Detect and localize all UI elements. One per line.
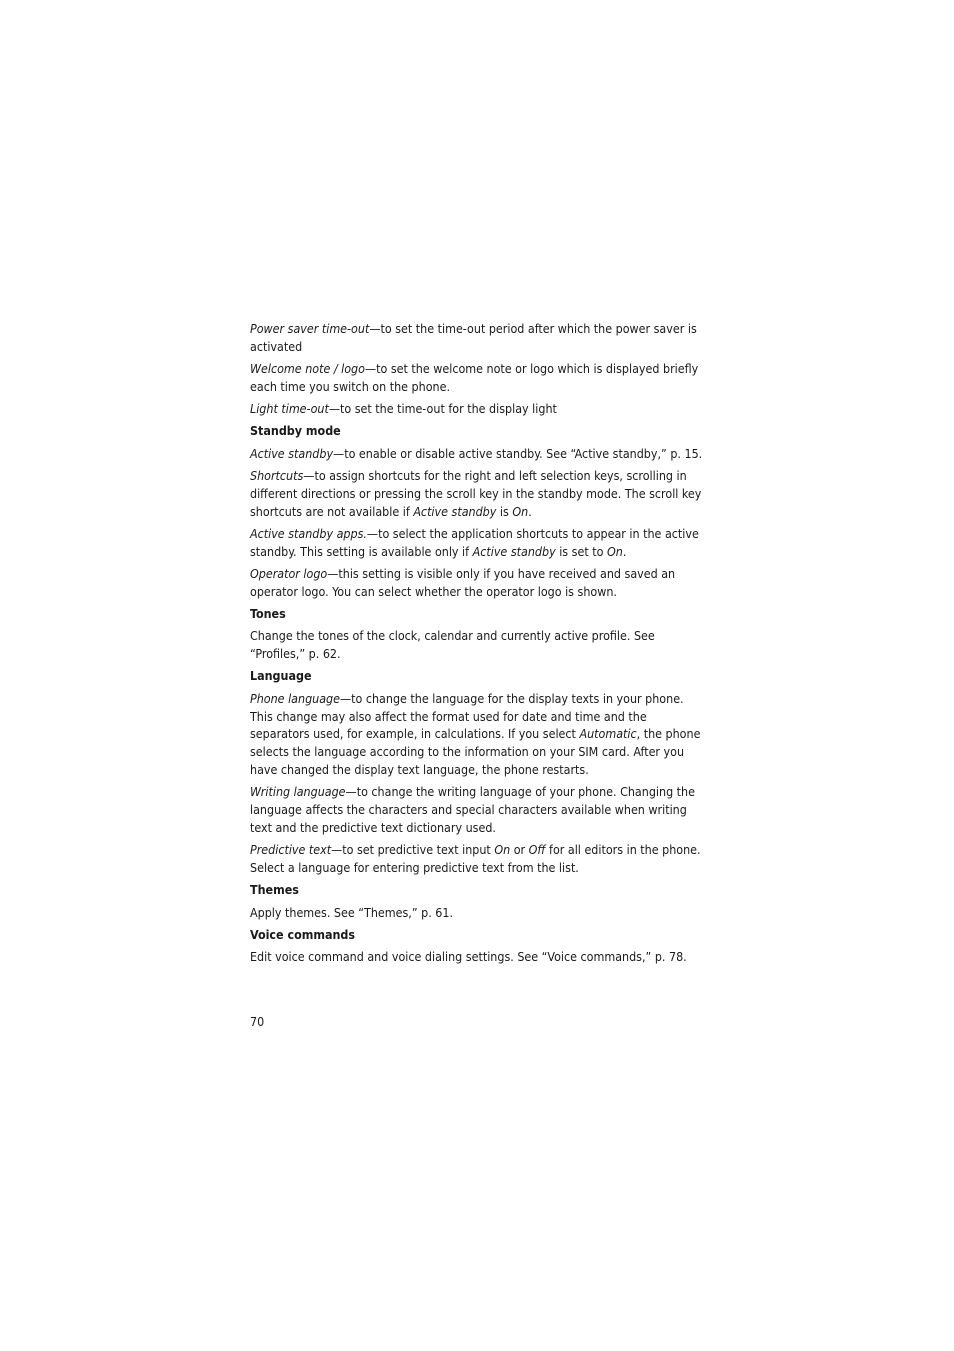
term-apps-on: On <box>606 543 623 559</box>
paragraph-writing-language <box>250 783 708 837</box>
desc-predictive-end: for all editors in the phone. Select a language for entering predictive text from the list. <box>250 842 701 876</box>
term-active-standby-apps: Active standby apps. <box>250 525 367 541</box>
desc-shortcuts-is: is <box>496 503 513 519</box>
desc-writing-language: —to change the writing language of your phone. Changing the language affects the characters and special characters available when writing text and the predictive text dictionary used. <box>250 784 695 836</box>
desc-predictive-text: —to set predictive text input <box>331 842 495 858</box>
term-writing-language: Writing language <box>250 784 346 800</box>
document-body <box>250 320 708 970</box>
paragraph-tones: Change the tones of the clock, calendar and currently active profile. See “Profiles,” p. 62. <box>250 628 655 661</box>
paragraph-active-standby <box>250 445 708 463</box>
term-shortcuts: Shortcuts <box>250 467 304 483</box>
heading-tones: Tones <box>250 605 286 621</box>
heading-standby-mode: Standby mode <box>250 423 341 439</box>
term-welcome-note: Welcome note / logo <box>250 361 365 376</box>
paragraph-power-saver-timeout <box>250 320 708 356</box>
desc-active-standby: —to enable or disable active standby. See “Active standby,” p. 15. <box>333 445 703 461</box>
paragraph-predictive-text <box>250 841 708 877</box>
desc-active-standby-apps: —to select the application shortcuts to appear in the active standby. This setting is available only if <box>250 525 699 559</box>
term-phone-language: Phone language <box>250 690 340 706</box>
desc-apps-end: . <box>622 543 627 559</box>
heading-voice-commands: Voice commands <box>250 926 356 942</box>
heading-language: Language <box>250 668 312 684</box>
desc-shortcuts-end: . <box>528 503 532 519</box>
paragraph-operator-logo <box>250 565 708 601</box>
term-operator-logo: Operator logo <box>250 565 328 581</box>
paragraph-voice-commands: Edit voice command and voice dialing settings. See “Voice commands,” p. 78. <box>250 949 687 965</box>
desc-phone-language: —to change the language for the display texts in your phone. This change may also affect the format used for date and time and the separators used, for example, in calculations. If you select <box>250 690 684 742</box>
desc-shortcuts: —to assign shortcuts for the right and left selection keys, scrolling in different directions or pressing the scroll key in the standby mode. The scroll key shortcuts are not available if <box>250 467 702 519</box>
desc-phone-language-end: , the phone selects the language according to the information on your SIM card. After you have changed the display text language, the phone restarts. <box>250 726 701 778</box>
paragraph-phone-language <box>250 690 708 780</box>
term-active-standby: Active standby <box>250 445 334 461</box>
term-predictive-on: On <box>494 842 511 858</box>
heading-themes: Themes <box>250 882 299 898</box>
term-shortcuts-on: On <box>512 503 529 519</box>
page-number: 70 <box>250 1014 265 1029</box>
desc-power-saver-timeout: —to set the time-out period after which the power saver is activated <box>250 321 697 354</box>
desc-welcome-note: —to set the welcome note or logo which is displayed briefly each time you switch on the phone. <box>250 361 699 394</box>
desc-operator-logo: —this setting is visible only if you have received and saved an operator logo. You can select whether the operator logo is shown. <box>250 565 676 599</box>
term-power-saver-timeout: Power saver time-out <box>250 321 370 336</box>
paragraph-shortcuts <box>250 467 708 521</box>
desc-predictive-or: or <box>510 842 529 858</box>
term-predictive-off: Off <box>528 842 546 858</box>
paragraph-themes: Apply themes. See “Themes,” p. 61. <box>250 904 454 920</box>
paragraph-active-standby-apps <box>250 525 708 561</box>
paragraph-light-timeout <box>250 400 708 418</box>
term-predictive-text: Predictive text <box>250 842 332 858</box>
term-shortcuts-active-standby: Active standby <box>413 503 497 519</box>
desc-apps-set-to: is set to <box>555 543 607 559</box>
term-automatic: Automatic <box>579 726 637 742</box>
term-apps-active-standby: Active standby <box>472 543 556 559</box>
desc-light-timeout: —to set the time-out for the display light <box>328 401 557 416</box>
term-light-timeout: Light time-out <box>250 401 329 416</box>
paragraph-welcome-note <box>250 360 708 396</box>
